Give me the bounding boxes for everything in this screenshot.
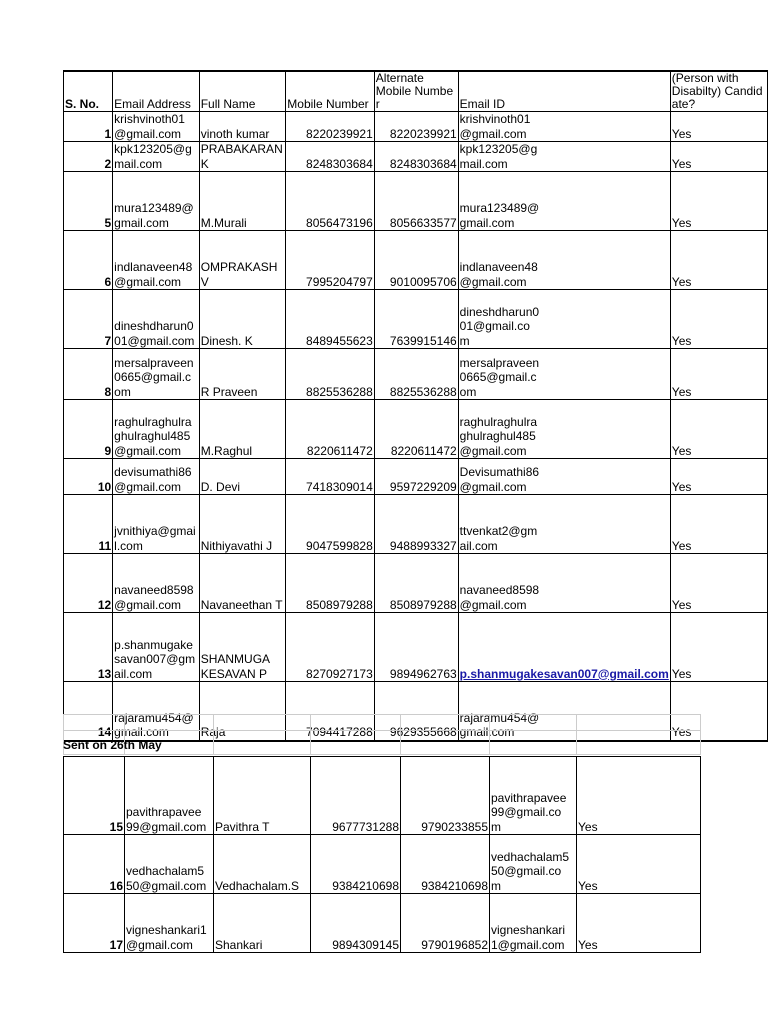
row-full-name: OMPRAKASH V xyxy=(199,231,286,290)
table-row xyxy=(64,495,768,554)
row-pwd: Yes xyxy=(670,495,767,554)
row-mobile: 8825536288 xyxy=(286,349,375,400)
row-email-id: Devisumathi86 @gmail.com xyxy=(458,459,670,495)
table-row xyxy=(64,835,701,894)
row-mobile: 7094417288 xyxy=(286,682,375,741)
row-sno: 15 xyxy=(64,757,125,835)
table-row xyxy=(64,554,768,613)
row-sno: 12 xyxy=(64,554,113,613)
row-alt-mobile: 8220611472 xyxy=(374,400,458,459)
section-label: Sent on 26th May xyxy=(63,738,162,752)
row-email-id: pavithrapavee 99@gmail.co m xyxy=(490,757,577,835)
row-sno: 17 xyxy=(64,894,125,953)
row-pwd: Yes xyxy=(577,757,701,835)
row-alt-mobile: 9384210698 xyxy=(401,835,490,894)
row-full-name: Dinesh. K xyxy=(199,290,286,349)
row-mobile: 7418309014 xyxy=(286,459,375,495)
row-full-name: Vedhachalam.S xyxy=(214,835,311,894)
row-alt-mobile: 9629355668 xyxy=(374,682,458,741)
row-email-address: jvnithiya@gmai l.com xyxy=(113,495,200,554)
row-mobile: 8220611472 xyxy=(286,400,375,459)
row-alt-mobile: 7639915146 xyxy=(374,290,458,349)
row-email-id: raghulraghulra ghulraghul485 @gmail.com xyxy=(458,400,670,459)
table-row xyxy=(64,172,768,231)
row-full-name: vinoth kumar xyxy=(199,112,286,142)
row-email-id: vedhachalam5 50@gmail.co m xyxy=(490,835,577,894)
row-email-id: mura123489@ gmail.com xyxy=(458,172,670,231)
candidate-table-bottom xyxy=(63,756,701,953)
row-email-address: mura123489@ gmail.com xyxy=(113,172,200,231)
row-mobile: 8220239921 xyxy=(286,112,375,142)
row-email-id: indlanaveen48 @gmail.com xyxy=(458,231,670,290)
row-email-address: p.shanmugake savan007@gm ail.com xyxy=(113,613,200,682)
row-sno: 7 xyxy=(64,290,113,349)
row-pwd: Yes xyxy=(670,459,767,495)
row-pwd: Yes xyxy=(577,835,701,894)
row-mobile: 8270927173 xyxy=(286,613,375,682)
row-email-address: rajaramu454@ gmail.com xyxy=(113,682,200,741)
header-row xyxy=(64,71,768,112)
row-full-name: Navaneethan T xyxy=(199,554,286,613)
row-sno: 6 xyxy=(64,231,113,290)
row-full-name: Raja xyxy=(199,682,286,741)
row-mobile: 7995204797 xyxy=(286,231,375,290)
row-email-id: rajaramu454@ gmail.com xyxy=(458,682,670,741)
row-email-id: krishvinoth01 @gmail.com xyxy=(458,112,670,142)
row-email-address: raghulraghulra ghulraghul485 @gmail.com xyxy=(113,400,200,459)
row-mobile: 9677731288 xyxy=(311,757,401,835)
row-pwd: Yes xyxy=(670,349,767,400)
table-row xyxy=(64,894,701,953)
table-row xyxy=(64,400,768,459)
row-email-id: ttvenkat2@gm ail.com xyxy=(458,495,670,554)
header-full-name: Full Name xyxy=(199,71,286,112)
row-email-id: p.shanmugakesavan007@gmail.com xyxy=(458,613,670,682)
table-row xyxy=(64,757,701,835)
row-sno: 9 xyxy=(64,400,113,459)
row-alt-mobile: 9790196852 xyxy=(401,894,490,953)
row-sno: 1 xyxy=(64,112,113,142)
row-full-name: PRABAKARAN K xyxy=(199,142,286,172)
table-row xyxy=(64,459,768,495)
row-alt-mobile: 8056633577 xyxy=(374,172,458,231)
table-row xyxy=(64,613,768,682)
row-full-name: Nithiyavathi J xyxy=(199,495,286,554)
row-alt-mobile: 8825536288 xyxy=(374,349,458,400)
row-alt-mobile: 9010095706 xyxy=(374,231,458,290)
row-alt-mobile: 8508979288 xyxy=(374,554,458,613)
row-sno: 10 xyxy=(64,459,113,495)
row-pwd: Yes xyxy=(670,231,767,290)
table-row xyxy=(64,142,768,172)
row-full-name: R Praveen xyxy=(199,349,286,400)
row-mobile: 9047599828 xyxy=(286,495,375,554)
row-email-address: indlanaveen48 @gmail.com xyxy=(113,231,200,290)
table-row xyxy=(64,231,768,290)
row-alt-mobile: 8248303684 xyxy=(374,142,458,172)
row-pwd: Yes xyxy=(577,894,701,953)
row-full-name: M.Raghul xyxy=(199,400,286,459)
row-full-name: Shankari xyxy=(214,894,311,953)
row-email-address: mersalpraveen 0665@gmail.c om xyxy=(113,349,200,400)
header-pwd: (Person with Disabilty) Candidate? xyxy=(670,71,767,112)
header-email-id: Email ID xyxy=(458,71,670,112)
row-alt-mobile: 8220239921 xyxy=(374,112,458,142)
row-email-address: kpk123205@g mail.com xyxy=(113,142,200,172)
header-sno: S. No. xyxy=(64,71,113,112)
row-pwd: Yes xyxy=(670,682,767,741)
row-alt-mobile: 9894962763 xyxy=(374,613,458,682)
row-email-address: devisumathi86 @gmail.com xyxy=(113,459,200,495)
row-email-id: navaneed8598 @gmail.com xyxy=(458,554,670,613)
row-pwd: Yes xyxy=(670,290,767,349)
row-email-id: vigneshankari 1@gmail.com xyxy=(490,894,577,953)
row-pwd: Yes xyxy=(670,172,767,231)
row-sno: 11 xyxy=(64,495,113,554)
row-pwd: Yes xyxy=(670,400,767,459)
row-sno: 2 xyxy=(64,142,113,172)
candidate-table-top xyxy=(63,70,768,742)
row-sno: 16 xyxy=(64,835,125,894)
row-sno: 8 xyxy=(64,349,113,400)
row-sno: 5 xyxy=(64,172,113,231)
table-row xyxy=(64,349,768,400)
row-full-name: Pavithra T xyxy=(214,757,311,835)
row-sno: 14 xyxy=(64,682,113,741)
row-email-address: navaneed8598 @gmail.com xyxy=(113,554,200,613)
row-alt-mobile: 9790233855 xyxy=(401,757,490,835)
row-email-id: kpk123205@g mail.com xyxy=(458,142,670,172)
row-email-id: mersalpraveen 0665@gmail.c om xyxy=(458,349,670,400)
row-pwd: Yes xyxy=(670,142,767,172)
header-mobile: Mobile Number xyxy=(286,71,375,112)
row-mobile: 8508979288 xyxy=(286,554,375,613)
row-email-address: dineshdharun0 01@gmail.com xyxy=(113,290,200,349)
row-email-address: pavithrapavee 99@gmail.com xyxy=(125,757,214,835)
table-row xyxy=(64,112,768,142)
row-sno: 13 xyxy=(64,613,113,682)
row-full-name: D. Devi xyxy=(199,459,286,495)
row-full-name: M.Murali xyxy=(199,172,286,231)
row-mobile: 9384210698 xyxy=(311,835,401,894)
row-pwd: Yes xyxy=(670,613,767,682)
row-mobile: 9894309145 xyxy=(311,894,401,953)
row-pwd: Yes xyxy=(670,554,767,613)
header-alt-mobile: Alternate Mobile Number xyxy=(374,71,458,112)
header-email-address: Email Address xyxy=(113,71,200,112)
row-full-name: SHANMUGA KESAVAN P xyxy=(199,613,286,682)
row-email-id: dineshdharun0 01@gmail.co m xyxy=(458,290,670,349)
row-mobile: 8056473196 xyxy=(286,172,375,231)
row-mobile: 8489455623 xyxy=(286,290,375,349)
row-alt-mobile: 9488993327 xyxy=(374,495,458,554)
row-mobile: 8248303684 xyxy=(286,142,375,172)
row-email-address: vigneshankari1 @gmail.com xyxy=(125,894,214,953)
row-email-address: vedhachalam5 50@gmail.com xyxy=(125,835,214,894)
row-pwd: Yes xyxy=(670,112,767,142)
row-email-address: krishvinoth01 @gmail.com xyxy=(113,112,200,142)
table-row xyxy=(64,290,768,349)
row-alt-mobile: 9597229209 xyxy=(374,459,458,495)
